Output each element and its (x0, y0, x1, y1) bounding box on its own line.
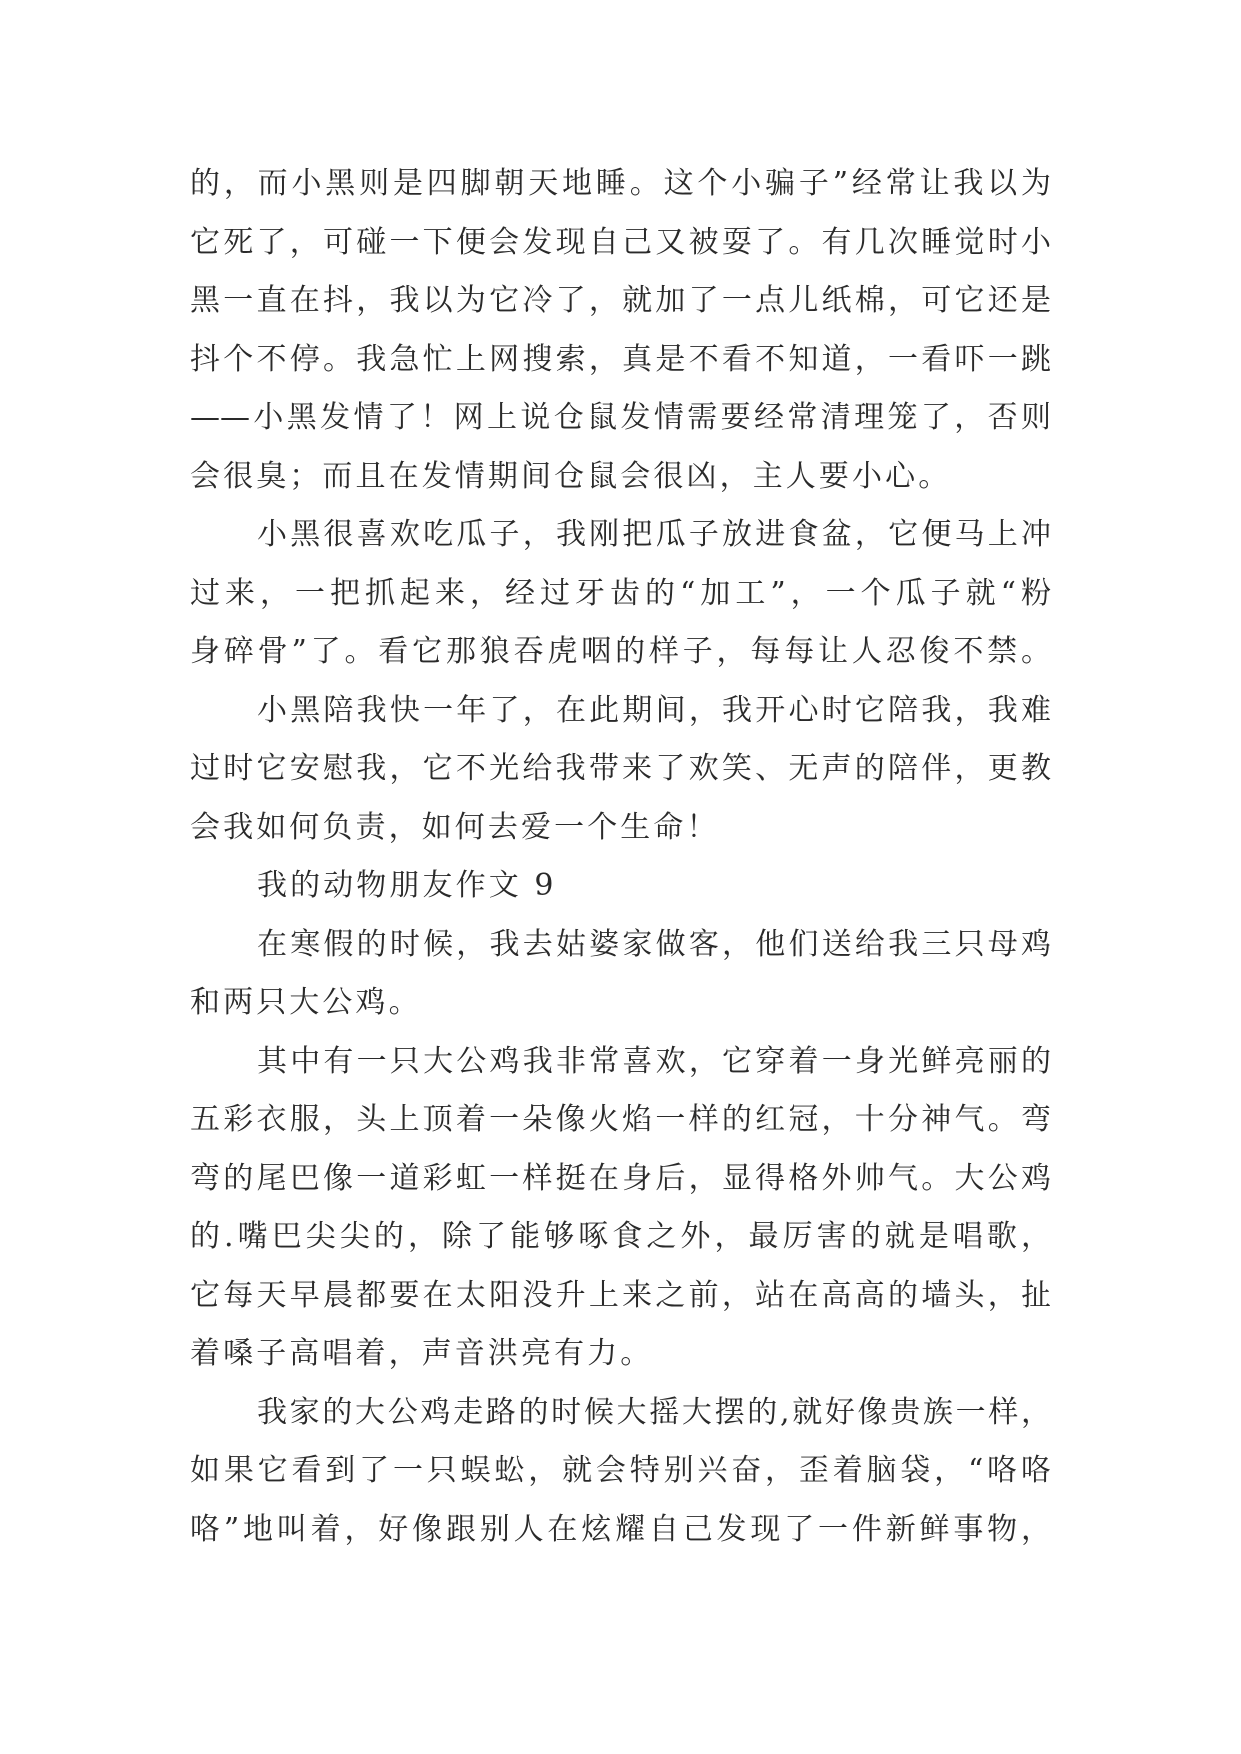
text-line: 小黑很喜欢吃瓜子，我刚把瓜子放进食盆，它便马上冲 (257, 517, 1051, 552)
text-line: ——小黑发情了！网上说仓鼠发情需要经常清理笼了，否则 (190, 400, 1051, 435)
text-line: 的，而小黑则是四脚朝天地睡。这个小骗子”经常让我以为 (190, 166, 1051, 201)
document-body (190, 155, 1060, 1559)
text-line: 会我如何负责，如何去爱一个生命！ (190, 809, 720, 845)
text-line: 我家的大公鸡走路的时候大摇大摆的,就好像贵族一样， (257, 1394, 1051, 1430)
paragraph (190, 506, 1060, 682)
text-line: 抖个不停。我急忙上网搜索，真是不看不知道，一看吓一跳 (190, 341, 1051, 377)
text-line: 五彩衣服，头上顶着一朵像火焰一样的红冠，十分神气。弯 (190, 1102, 1051, 1137)
paragraph (190, 155, 1060, 506)
text-line: 着嗓子高唱着，声音洪亮有力。 (190, 1336, 654, 1371)
text-line: 的.嘴巴尖尖的，除了能够啄食之外，最厉害的就是唱歌， (190, 1219, 1051, 1254)
paragraph (190, 1384, 1060, 1560)
paragraph (190, 1033, 1060, 1384)
text-line: 小黑陪我快一年了，在此期间，我开心时它陪我，我难 (257, 692, 1051, 728)
text-line: 过时它安慰我，它不光给我带来了欢笑、无声的陪伴，更教 (190, 751, 1051, 786)
text-line: 弯的尾巴像一道彩虹一样挺在身后，显得格外帅气。大公鸡 (190, 1160, 1051, 1196)
text-line: 它每天早晨都要在太阳没升上来之前，站在高高的墙头，扯 (190, 1277, 1051, 1313)
text-line: 在寒假的时候，我去姑婆家做客，他们送给我三只母鸡 (257, 926, 1051, 962)
text-line: 和两只大公鸡。 (190, 985, 422, 1020)
text-line: 它死了，可碰一下便会发现自己又被耍了。有几次睡觉时小 (190, 224, 1051, 260)
text-line: 黑一直在抖，我以为它冷了，就加了一点儿纸棉，可它还是 (190, 283, 1051, 318)
text-line: 过来，一把抓起来，经过牙齿的“加工”，一个瓜子就“粉 (190, 575, 1051, 611)
text-line: 会很臭；而且在发情期间仓鼠会很凶，主人要小心。 (190, 458, 952, 494)
section-heading (190, 857, 1060, 916)
text-line: 其中有一只大公鸡我非常喜欢，它穿着一身光鲜亮丽的 (257, 1043, 1051, 1079)
text-line: 身碎骨”了。看它那狼吞虎咽的样子，每每让人忍俊不禁。 (190, 634, 1051, 669)
text-line: 咯”地叫着，好像跟别人在炫耀自己发现了一件新鲜事物， (190, 1511, 1051, 1547)
paragraph (190, 916, 1060, 1033)
text-line: 如果它看到了一只蜈蚣，就会特别兴奋，歪着脑袋，“咯咯 (190, 1453, 1051, 1488)
paragraph (190, 682, 1060, 858)
section-heading-text: 我的动物朋友作文 9 (257, 868, 557, 903)
